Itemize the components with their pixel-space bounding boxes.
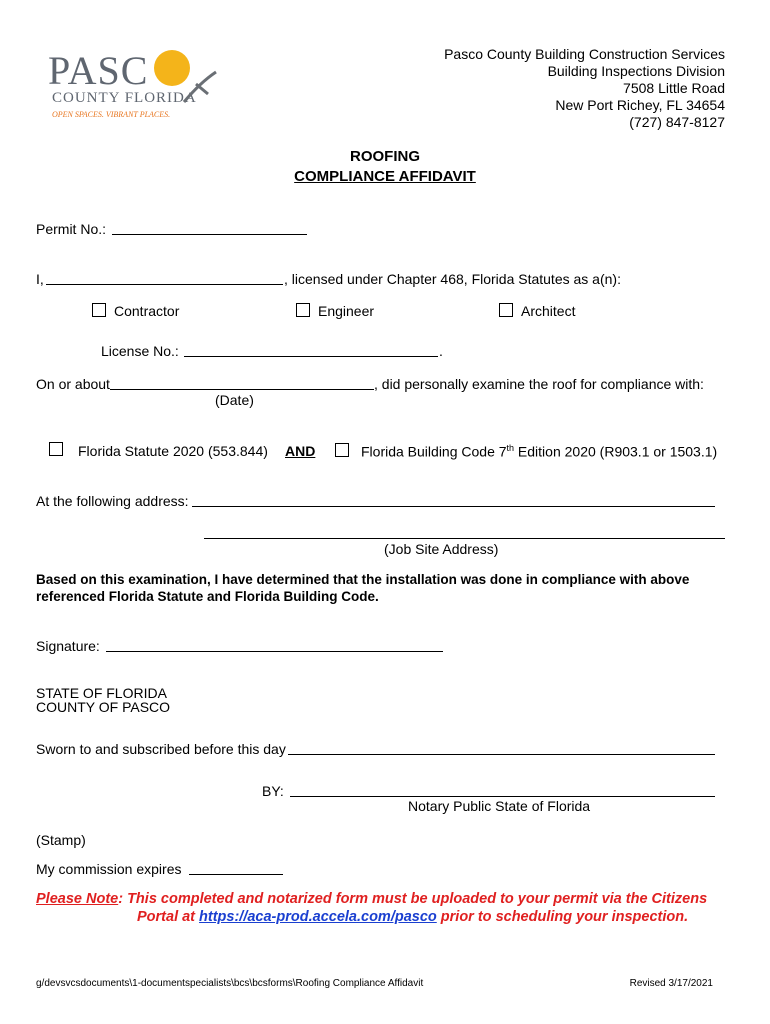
office-street: 7508 Little Road [623,80,725,96]
address-label: At the following address: [36,493,189,509]
permit-number-field[interactable] [112,234,307,235]
name-field[interactable] [46,284,283,285]
office-name: Pasco County Building Construction Services [444,46,725,62]
logo-pasc-text: PASC [48,48,149,93]
examine-text: , did personally examine the roof for compliance with: [374,376,704,392]
logo-graphic [46,40,221,124]
commission-label: My commission expires [36,861,182,877]
permit-label: Permit No.: [36,221,107,237]
contractor-checkbox[interactable] [92,303,106,317]
building-code-sup: th [506,443,515,453]
note-text2-pre: Portal at [137,909,200,925]
job-site-caption: (Job Site Address) [384,541,499,557]
notary-field[interactable] [290,796,715,797]
on-or-about-label: On or about [36,376,110,392]
license-label: License No.: [101,343,179,359]
note-lead: Please Note [36,891,119,907]
citizens-portal-link[interactable]: https://aca-prod.accela.com/pasco [199,909,437,925]
date-field[interactable] [110,389,374,390]
state-label: STATE OF FLORIDA [36,685,167,701]
by-label: BY: [262,783,284,799]
statute-label: Florida Statute 2020 (553.844) [78,443,268,459]
address-field-line1[interactable] [192,506,715,507]
architect-checkbox[interactable] [499,303,513,317]
note-text1: : This completed and notarized form must be uploaded to your permit via the Citizens [118,891,708,907]
form-title-line2: COMPLIANCE AFFIDAVIT [294,168,476,185]
statute-checkbox[interactable] [49,442,63,456]
footer-path: g/devsvcsdocuments\1-documentspecialists\bcs\bcsforms\Roofing Compliance Affidavit [36,978,424,989]
note-line2 [137,909,688,925]
logo-tagline: OPEN SPACES. VIBRANT PLACES. [52,110,171,119]
office-division: Building Inspections Division [547,63,725,79]
license-number-field[interactable] [184,356,438,357]
note-line1 [36,891,707,907]
pasco-logo [46,40,221,127]
office-phone: (727) 847-8127 [629,114,725,130]
sun-icon [154,50,190,86]
note-text2-post: prior to scheduling your inspection. [436,909,689,925]
date-caption: (Date) [215,392,254,408]
logo-county-text: COUNTY FLORIDA [52,90,197,106]
notary-caption: Notary Public State of Florida [408,798,591,814]
sworn-label: Sworn to and subscribed before this day [36,741,286,757]
commission-field[interactable] [189,874,283,875]
signature-field[interactable] [106,651,443,652]
bird-icon [184,72,216,102]
office-city: New Port Richey, FL 34654 [555,97,725,113]
sworn-date-field[interactable] [288,754,715,755]
footer-revised: Revised 3/17/2021 [629,978,713,989]
statement-line2: referenced Florida Statute and Florida Building Code. [36,589,379,604]
office-address [444,46,725,131]
license-period: . [439,343,443,359]
building-code-label [361,443,717,460]
signature-label: Signature: [36,638,100,654]
licensed-text: , licensed under Chapter 468, Florida Statutes as a(n): [284,271,621,287]
engineer-checkbox[interactable] [296,303,310,317]
stamp-label: (Stamp) [36,832,86,848]
county-label: COUNTY OF PASCO [36,699,171,715]
architect-label: Architect [521,303,576,319]
and-label: AND [285,443,316,459]
form-title-line1: ROOFING [350,148,420,165]
building-code-checkbox[interactable] [335,443,349,457]
statement-line1: Based on this examination, I have determined that the installation was done in compliance with above [36,572,690,587]
address-field-line2[interactable] [204,538,725,539]
i-label: I, [36,271,44,287]
engineer-label: Engineer [318,303,375,319]
contractor-label: Contractor [114,303,180,319]
building-code-post: Edition 2020 (R903.1 or 1503.1) [514,443,718,460]
building-code-pre: Florida Building Code 7 [361,443,507,460]
